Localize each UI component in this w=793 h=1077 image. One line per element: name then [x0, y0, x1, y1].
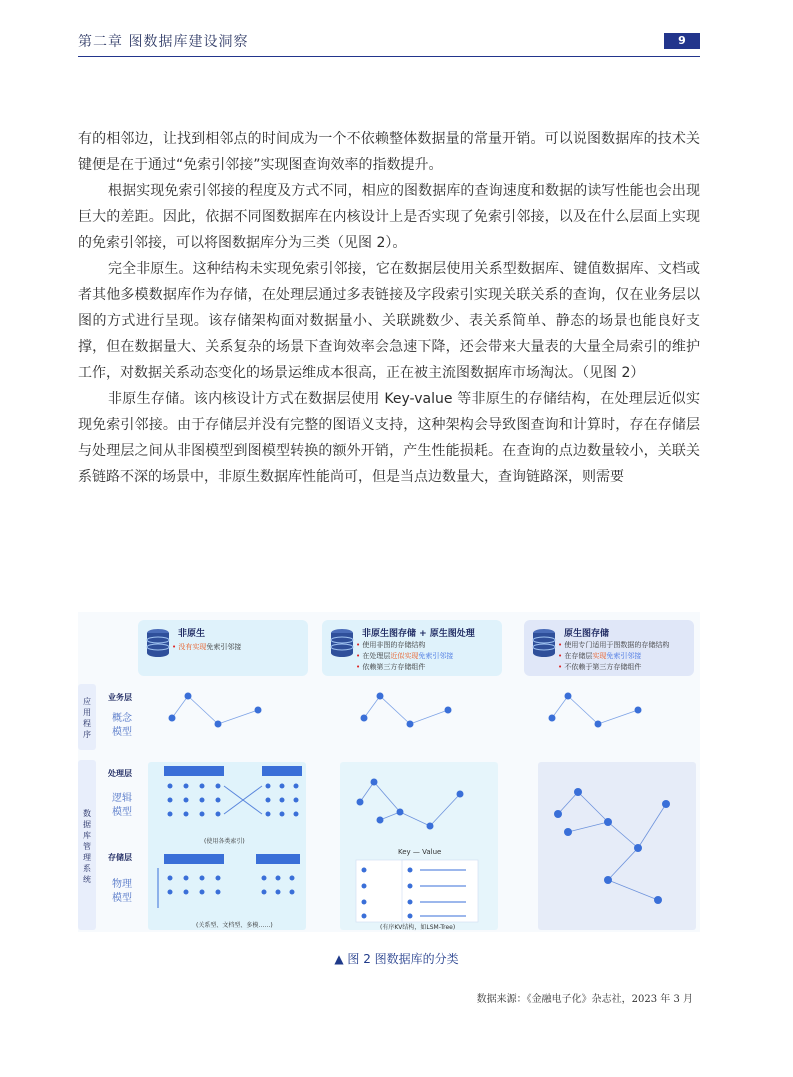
index-caption: (使用各类索引) [204, 838, 245, 845]
column-title: 非原生图存储 + 原生图处理 [362, 629, 475, 639]
kv-structure-illustration [340, 762, 498, 930]
logic-model-label: 逻辑 模型 [112, 793, 132, 818]
column-card-non-native-storage [322, 620, 502, 676]
database-icon [532, 628, 556, 658]
column-line: • 没有实现免索引邻接 [172, 643, 242, 651]
header-rule [78, 56, 700, 57]
side-group-app [78, 684, 96, 750]
column-title: 非原生 [178, 629, 206, 639]
table-structure-illustration [148, 762, 306, 930]
storage-caption: (关系型、文档型、多模……) [196, 922, 273, 929]
panel-non-native-storage [340, 762, 498, 930]
column-line: • 依赖第三方存储组件 [356, 663, 426, 671]
database-icon [146, 628, 170, 658]
side-group-label: 数据库管理系统 [83, 809, 91, 884]
column-line: • 使用专门适用于图数据的存储结构 [558, 641, 670, 649]
body-text [78, 126, 700, 490]
figure-graph-database-classification [78, 612, 700, 932]
column-line: • 不依赖于第三方存储组件 [558, 663, 642, 671]
physical-model-label: 物理 模型 [112, 879, 132, 904]
native-graph-illustration [538, 762, 696, 930]
panel-non-native-db [148, 762, 306, 930]
column-card-non-native [138, 620, 308, 676]
business-layer-graphs [148, 684, 698, 754]
kv-caption: (有序KV结构，如LSM-Tree) [380, 924, 456, 931]
side-group-label: 应用程序 [83, 697, 91, 739]
paragraph: 有的相邻边，让找到相邻点的时间成为一个不依赖整体数据量的常量开销。可以说图数据库的技术关键便是在于通过“免索引邻接”实现图查询效率的指数提升。 [78, 131, 700, 173]
page-number: 9 [664, 33, 700, 49]
side-group-dbms [78, 760, 96, 930]
data-source: 数据来源：《金融电子化》杂志社，2023 年 3 月 [476, 994, 693, 1005]
kv-title: Key — Value [398, 848, 442, 856]
paragraph: 完全非原生。这种结构未实现免索引邻接，它在数据层使用关系型数据库、键值数据库、文档或者其他多模数据库作为存储，在处理层通过多表链接及字段索引实现关联关系的查询，仅在业务层以图的方式进行呈现。该存储架构面对数据量小、关联跳数少、表关系简单、静态的场景也能良好支撑，但在数据量大、关系复杂的场景下查询效率会急速下降，还会带来大量表的大量全局索引的维护工作，对数据关系动态变化的场景运维成本很高，正在被主流图数据库市场淘汰。（见图 2） [78, 261, 700, 381]
column-line: • 使用非图的存储结构 [356, 641, 426, 649]
paragraph: 根据实现免索引邻接的程度及方式不同，相应的图数据库的查询速度和数据的读写性能也会出现巨大的差距。因此，依据不同图数据库在内核设计上是否实现了免索引邻接，以及在什么层面上实现的免索引邻接，可以将图数据库分为三类（见图 2）。 [78, 183, 700, 251]
column-card-native-storage [524, 620, 694, 676]
column-line: • 在存储层实现免索引邻接 [558, 652, 642, 660]
figure-caption: ▲ 图 2 图数据库的分类 [334, 952, 459, 966]
page-header-title: 第二章 图数据库建设洞察 [78, 34, 249, 50]
layer-business-label: 业务层 [108, 693, 132, 702]
database-icon [330, 628, 354, 658]
column-title: 原生图存储 [564, 629, 610, 639]
layer-processing-label: 处理层 [108, 769, 132, 778]
column-line: • 在处理层近似实现免索引邻接 [356, 652, 454, 660]
paragraph: 非原生存储。该内核设计方式在数据层使用 Key-value 等非原生的存储结构，在处理层近似实现免索引邻接。由于存储层并没有完整的图语义支持，这种架构会导致图查询和计算时，存在存储层与处理层之间从非图模型到图模型转换的额外开销，产生性能损耗。在查询的点边数量较小，关联关系链路不深的场景中，非原生数据库性能尚可，但是当点边数量大，查询链路深，则需要 [78, 391, 700, 485]
layer-storage-label: 存储层 [108, 853, 132, 862]
concept-model-label: 概念 模型 [112, 713, 132, 738]
panel-native-storage [538, 762, 696, 930]
